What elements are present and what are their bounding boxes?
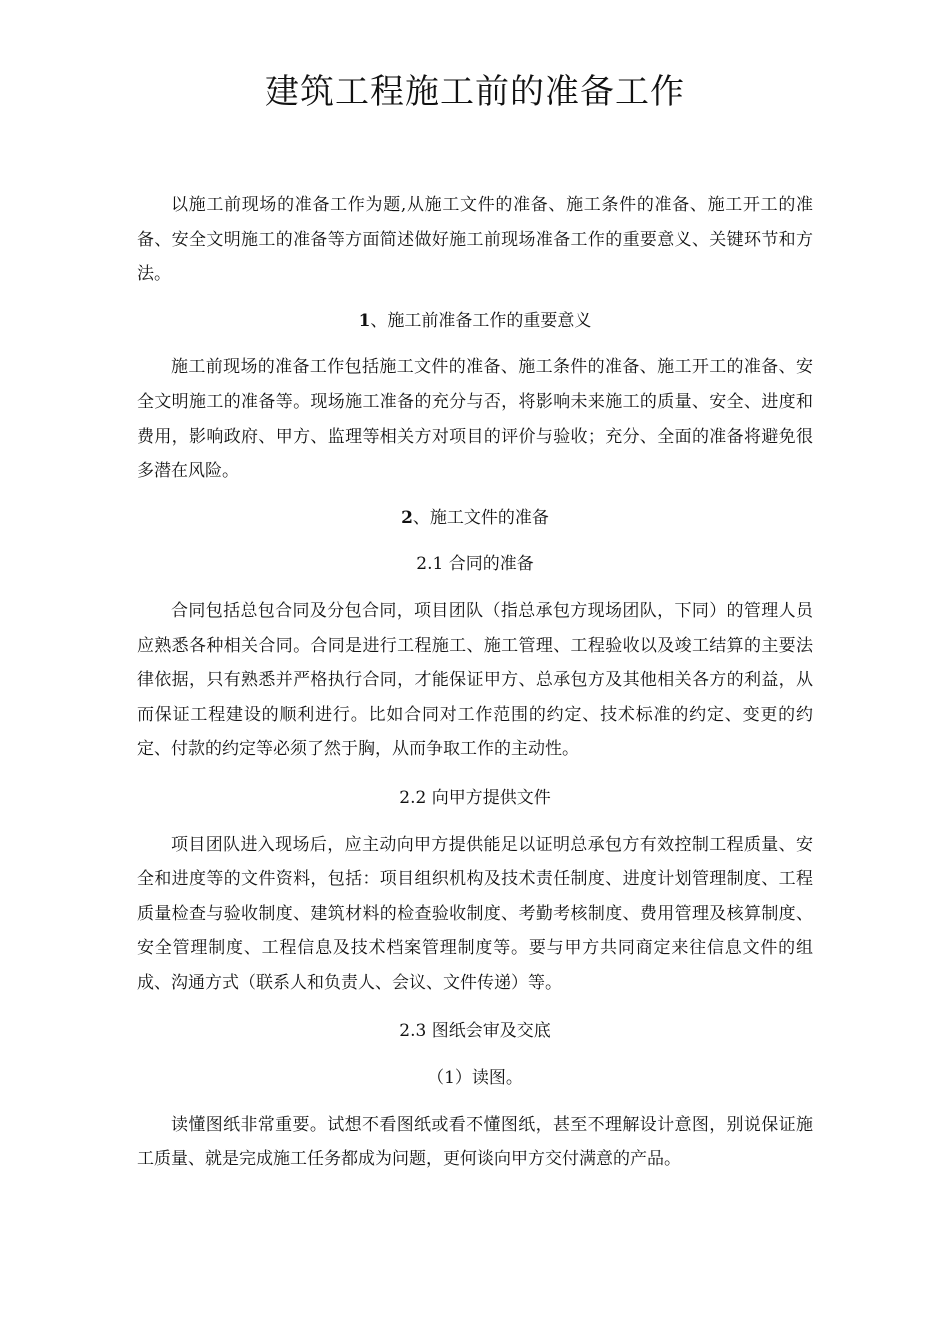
subsection-2-3-heading: 2.3 图纸会审及交底: [399, 1021, 551, 1042]
subsection-2-1-heading: 2.1 合同的准备: [416, 554, 534, 575]
document-body: [137, 188, 813, 1177]
subsection-2-2-paragraph: 项目团队进入现场后，应主动向甲方提供能足以证明总承包方有效控制工程质量、安全和进度等的文件资料，包括：项目组织机构及技术责任制度、进度计划管理制度、工程质量检查与验收制度、建筑材料的检查验收制度、考勤考核制度、费用管理及核算制度、安全管理制度、工程信息及技术档案管理制度等。要与甲方共同商定来往信息文件的组成、沟通方式（联系人和负责人、会议、文件传递）等。: [137, 834, 813, 993]
document-title: 建筑工程施工前的准备工作: [265, 72, 685, 112]
subsection-2-2-heading: 2.2 向甲方提供文件: [399, 787, 551, 808]
section-1-heading-text: 、施工前准备工作的重要意义: [370, 310, 592, 331]
subsection-2-1-paragraph: 合同包括总包合同及分包合同，项目团队（指总承包方现场团队，下同）的管理人员应熟悉各种相关合同。合同是进行工程施工、施工管理、工程验收以及竣工结算的主要法律依据，只有熟悉并严格执行合同，才能保证甲方、总承包方及其他相关各方的利益，从而保证工程建设的顺利进行。比如合同对工作范围的约定、技术标准的约定、变更的约定、付款的约定等必须了然于胸，从而争取工作的主动性。: [137, 600, 813, 760]
section-1-paragraph: 施工前现场的准备工作包括施工文件的准备、施工条件的准备、施工开工的准备、安全文明施工的准备等。现场施工准备的充分与否，将影响未来施工的质量、安全、进度和费用，影响政府、甲方、监理等相关方对项目的评价与验收；充分、全面的准备将避免很多潜在风险。: [137, 357, 813, 482]
item-1-heading: （1）读图。: [427, 1068, 523, 1089]
section-1-heading: [137, 304, 813, 339]
section-1-number: 1: [358, 310, 371, 331]
section-2-heading-text: 、施工文件的准备: [412, 507, 549, 528]
intro-paragraph: 以施工前现场的准备工作为题,从施工文件的准备、施工条件的准备、施工开工的准备、安全文明施工的准备等方面简述做好施工前现场准备工作的重要意义、关键环节和方法。: [137, 195, 813, 285]
item-1-paragraph: 读懂图纸非常重要。试想不看图纸或看不懂图纸，甚至不理解设计意图，别说保证施工质量、就是完成施工任务都成为问题，更何谈向甲方交付满意的产品。: [137, 1114, 813, 1170]
section-2-number: 2: [401, 507, 413, 528]
section-2-heading: [137, 501, 813, 536]
